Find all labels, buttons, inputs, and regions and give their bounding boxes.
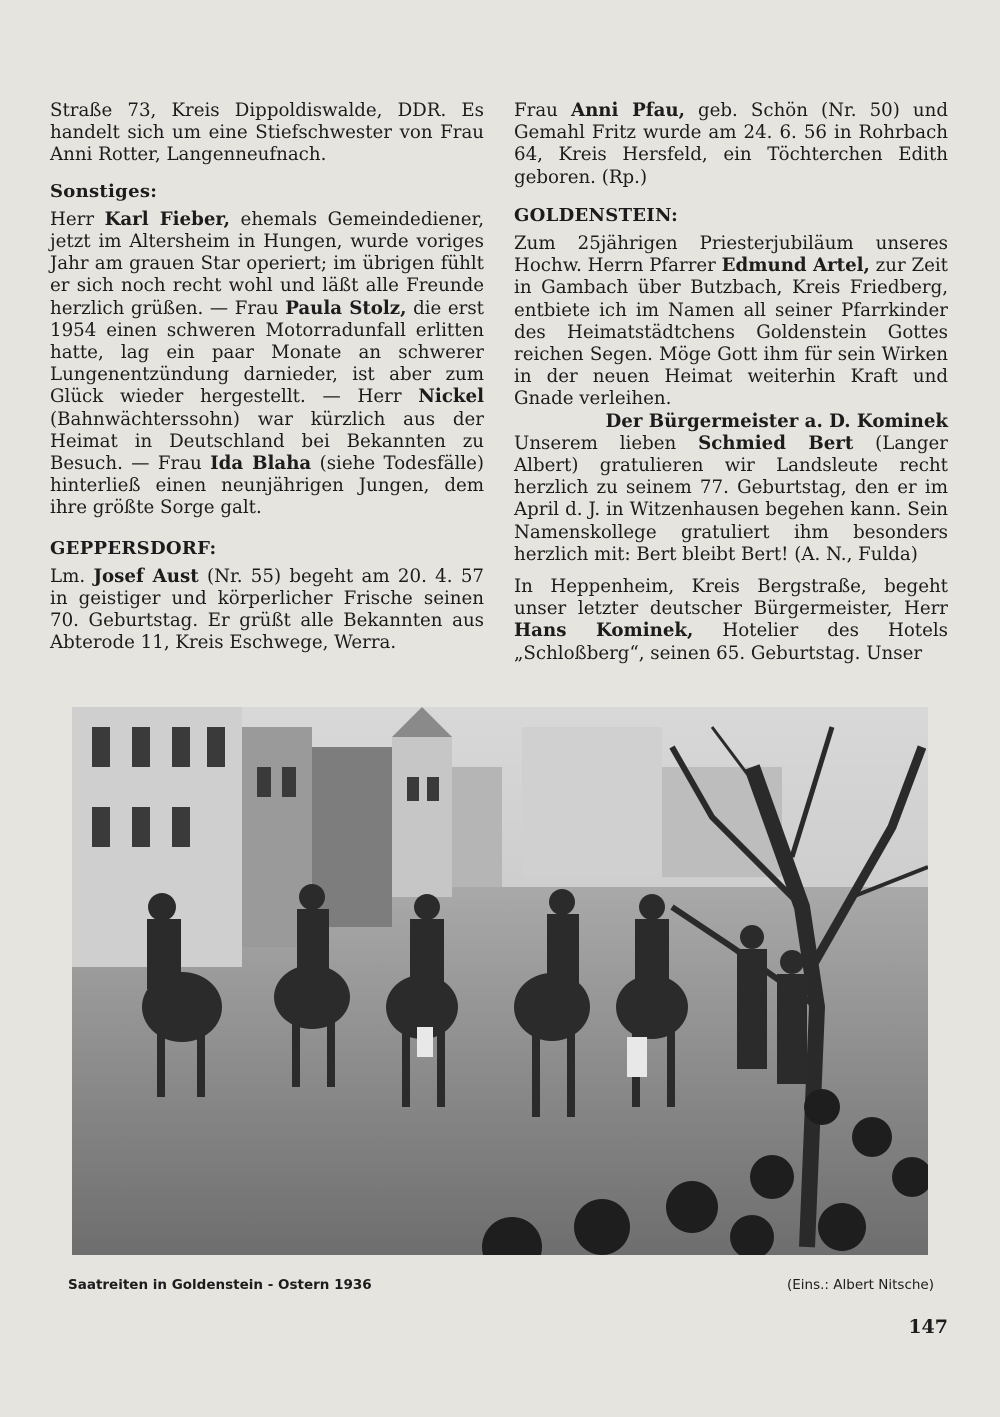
- person-name: Anni Pfau,: [570, 100, 685, 121]
- person-name: Edmund Artel,: [721, 255, 870, 277]
- bert-paragraph: Unserem lieben Schmied Bert (Langer Albert) gratulieren wir Landsleute recht herzlich zu seinem 77. Geburtstag, den er im April d. J. in Witzenhausen begehen kann. Sein Namenskollege gratuliert ihm besonders herzlich mit: Bert bleibt Bert! (A. N., Fulda): [514, 432, 948, 565]
- photo-illustration: [72, 707, 928, 1255]
- page-number: 147: [908, 1316, 948, 1338]
- person-name: Nickel: [418, 386, 484, 408]
- photo-caption: Saatreiten in Goldenstein - Ostern 1936: [68, 1277, 372, 1293]
- left-column: [50, 100, 484, 655]
- right-column: [514, 100, 948, 665]
- intro-paragraph: Straße 73, Kreis Dippoldiswalde, DDR. Es handelt sich um eine Stiefschwester von Frau Anni Rotter, Langenneufnach.: [50, 100, 484, 166]
- person-name: Ida Blaha: [210, 453, 312, 475]
- section-heading-sonstiges: Sonstiges:: [50, 180, 158, 202]
- section-heading-goldenstein: GOLDENSTEIN:: [514, 204, 679, 226]
- pfau-paragraph: Frau Anni Pfau, geb. Schön (Nr. 50) und Gemahl Fritz wurde am 24. 6. 56 in Rohrbach 64, Kreis Hersfeld, ein Töchterchen Edith geboren. (Rp.): [514, 100, 949, 188]
- historic-photo: [72, 707, 928, 1255]
- section-heading-geppersdorf: GEPPERSDORF:: [50, 537, 217, 559]
- person-name: Hans Kominek,: [514, 620, 694, 642]
- person-name: Schmied Bert: [698, 432, 854, 454]
- signature-line: Der Bürgermeister a. D. Kominek: [605, 410, 948, 432]
- person-name: Josef Aust: [93, 565, 199, 587]
- person-name: Karl Fieber,: [104, 208, 231, 230]
- heppenheim-paragraph: In Heppenheim, Kreis Bergstraße, begeht unser letzter deutscher Bürgermeister, Herr Hans Kominek, Hotelier des Hotels „Schloßberg“, seinen 65. Geburtstag. Unser: [514, 576, 949, 664]
- geppersdorf-paragraph: Lm. Josef Aust (Nr. 55) begeht am 20. 4. 57 in geistiger und körperlicher Frische seinen 70. Geburtstag. Er grüßt alle Bekannten aus Abterode 11, Kreis Eschwege, Werra.: [50, 565, 484, 654]
- goldenstein-paragraph: Zum 25jährigen Priesterjubiläum unseres Hochw. Herrn Pfarrer Edmund Artel, zur Zeit in Gambach über Butzbach, Kreis Friedberg, entbiete ich im Namen all seiner Pfarrkinder des Heimatstädtchens Goldenstein Gottes reichen Segen. Möge Gott ihm für sein Wirken in der neuen Heimat weiterhin Kraft und Gnade verleihen.: [514, 233, 948, 410]
- photo-credit: (Eins.: Albert Nitsche): [787, 1277, 934, 1293]
- sonstiges-paragraph: Herr Karl Fieber, ehemals Gemeindediener, jetzt im Altersheim in Hungen, wurde voriges Jahr am grauen Star operiert; im übrigen fühlt er sich noch recht wohl und läßt alle Freunde herzlich grüßen. — Frau Paula Stolz, die erst 1954 einen schweren Motorradunfall erlitten hatte, lag ein paar Monate an schwerer Lungenentzündung darnieder, ist aber zum Glück wieder hergestellt. — Herr Nickel (Bahnwächterssohn) war kürzlich aus der Heimat in Deutschland bei Bekannten zu Besuch. — Frau Ida Blaha (siehe Todesfälle) hinterließ einen neunjährigen Jungen, dem ihre größte Sorge galt.: [50, 208, 484, 519]
- person-name: Paula Stolz,: [285, 297, 407, 319]
